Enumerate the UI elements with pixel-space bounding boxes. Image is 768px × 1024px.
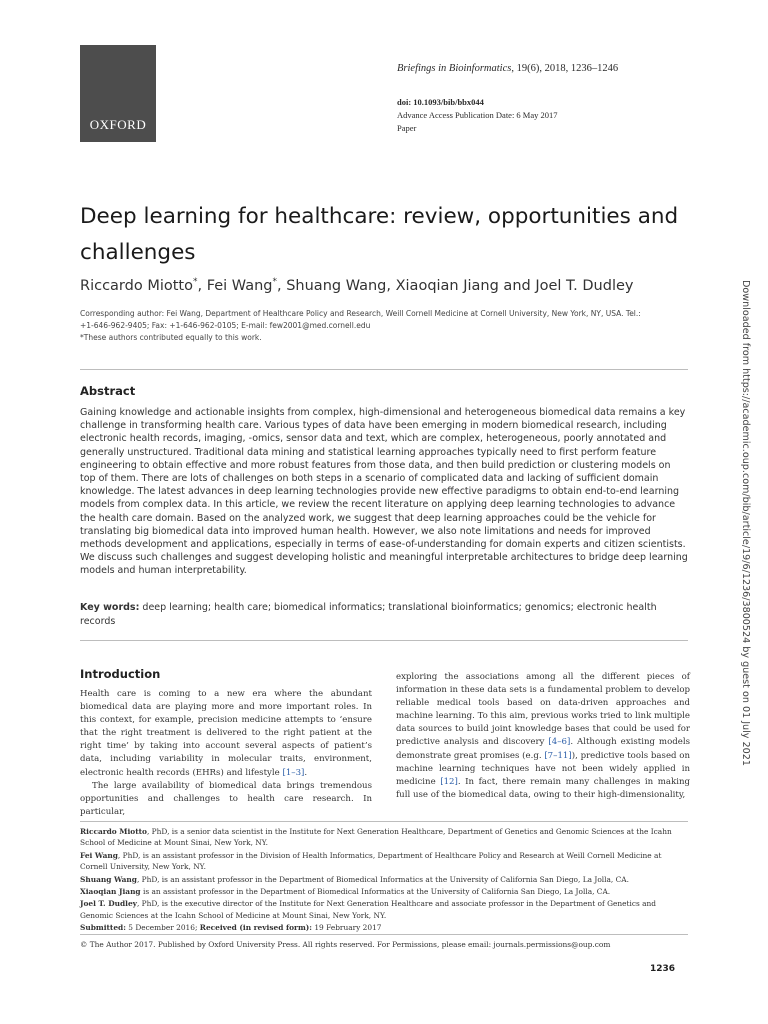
logo-text: OXFORD — [89, 117, 147, 132]
paragraph — [396, 671, 690, 802]
paragraph-text: ), predictive tools based on machine learning techniques have not been widely applied in medicine — [396, 750, 690, 787]
author-separator: , — [277, 277, 287, 294]
submission-dates — [80, 922, 690, 933]
article-meta — [397, 96, 558, 135]
copyright-notice: © The Author 2017. Published by Oxford University Press. All rights reserved. For Permissions, please email: journals.permissions@oup.com — [80, 940, 611, 949]
divider — [80, 640, 688, 641]
citation-link[interactable]: [1–3] — [282, 767, 305, 778]
bio-text: , PhD, is an assistant professor in the Division of Health Informatics, Department of Healthcare Policy and Research at Weill Cornell Medicine at Cornell University, New York, NY. — [80, 850, 662, 872]
bio-name: Joel T. Dudley — [80, 899, 137, 909]
equal-contribution-mark: * — [272, 277, 277, 287]
paragraph-text: . — [304, 767, 308, 778]
advance-access-date: Advance Access Publication Date: 6 May 2017 — [397, 110, 558, 120]
abstract-heading: Abstract — [80, 384, 136, 398]
bio-name: Xiaoqian Jiang — [80, 887, 141, 897]
correspondence-line: +1-646-962-9405; Fax: +1-646-962-0105; E-mail: few2001@med.cornell.edu — [80, 321, 371, 330]
paragraph-text: . In fact, there remain many challenges in making full use of the biomedical data, owing to their high-dimensionality, — [396, 776, 690, 800]
paragraph: The large availability of biomedical data brings tremendous opportunities and challenges to health care research. In particular, — [80, 780, 372, 817]
bio-text: , PhD, is a senior data scientist in the Institute for Next Generation Healthcare, Department of Genetics and Genomic Sciences at the Icahn School of Medicine at Mount Sinai, New York, NY. — [80, 827, 672, 848]
download-watermark-text[interactable]: Downloaded from https://academic.oup.com/bib/article/19/6/1236/3800524 by guest on 01 July 2021 — [740, 280, 751, 766]
equal-contribution-mark: * — [192, 277, 198, 287]
divider — [80, 821, 688, 822]
author-bio — [80, 850, 690, 873]
submitted-date: 5 December 2016; — [125, 923, 200, 933]
bio-name: Fei Wang — [80, 850, 118, 860]
citation-link[interactable]: [4–6] — [548, 737, 571, 748]
bio-name: Shuang Wang — [80, 874, 137, 884]
author-bio — [80, 826, 690, 849]
journal-name: Briefings in Bioinformatics — [397, 63, 512, 74]
divider — [80, 369, 688, 370]
received-date: 19 February 2017 — [312, 923, 382, 933]
oxford-logo — [80, 45, 156, 142]
page-number: 1236 — [650, 964, 676, 974]
author-bio — [80, 886, 690, 897]
journal-details: , 19(6), 2018, 1236–1246 — [511, 63, 619, 74]
journal-citation — [397, 63, 618, 74]
introduction-heading: Introduction — [80, 667, 161, 681]
bio-text: , PhD, is the executive director of the Institute for Next Generation Healthcare and associate professor in the Department of Genetics and Genomic Sciences at the Icahn School of Medicine at Mount Sinai, New York, NY. — [80, 899, 656, 920]
equal-contribution-note: *These authors contributed equally to this work. — [80, 333, 262, 342]
keywords-list: deep learning; health care; biomedical informatics; translational bioinformatics; genomics; electronic health records — [80, 602, 657, 627]
intro-right-column — [396, 671, 690, 802]
author-bio — [80, 874, 690, 885]
submitted-label: Submitted: — [80, 923, 126, 933]
author-bios — [80, 826, 690, 935]
article-type: Paper — [397, 123, 417, 133]
citation-link[interactable]: [12] — [440, 776, 458, 787]
keywords-label: Key words: — [80, 602, 140, 613]
paragraph-text: . Although existing models demonstrate great promises (e.g. — [396, 737, 690, 761]
author-bio — [80, 898, 690, 921]
divider — [80, 934, 688, 935]
download-watermark — [735, 280, 755, 766]
author-name: Fei Wang — [206, 277, 273, 294]
abstract-text: Gaining knowledge and actionable insights from complex, high-dimensional and heterogeneous biomedical data remains a key challenge in transforming health care. Various types of data have been emerging in modern biomedical research, including electronic health records, imaging, -omics, sensor data and text, which are complex, heterogeneous, poorly annotated and generally unstructured. Traditional data mining and statistical learning approaches typically need to first perform feature engineering to obtain effective and more robust features from those data, and then build prediction or clustering models on top of them. There are lots of challenges on both steps in a scenario of complicated data and lacking of sufficient domain knowledge. The latest advances in deep learning technologies provide new effective paradigms to obtain end-to-end learning models from complex data. In this article, we review the recent literature on applying deep learning technologies to advance the health care domain. Based on the analyzed work, we suggest that deep learning approaches could be the vehicle for translating big biomedical data into improved human health. However, we also note limitations and needs for improved methods development and applications, especially in terms of ease-of-understanding for domain experts and citizen scientists. We discuss such challenges and suggest developing holistic and meaningful interpretable architectures to bridge deep learning models and human interpretability. — [80, 407, 688, 577]
bio-name: Riccardo Miotto — [80, 827, 147, 836]
paragraph-text: exploring the associations among all the different pieces of information in these data sets is a fundamental problem to develop reliable medical tools based on data-driven approaches and machine learning. To this aim, previous works tried to link multiple data sources to build joint knowledge bases that could be used for predictive analysis and discovery — [396, 672, 690, 748]
doi[interactable]: doi: 10.1093/bib/bbx044 — [397, 97, 484, 107]
author-separator: , — [197, 277, 207, 294]
correspondence-note — [80, 308, 720, 344]
correspondence-line: Corresponding author: Fei Wang, Department of Healthcare Policy and Research, Weill Cornell Medicine at Cornell University, New York, NY, USA. Tel.: — [80, 309, 641, 318]
author-name: Riccardo Miotto — [80, 277, 193, 294]
paragraph — [80, 688, 372, 780]
bio-text: is an assistant professor in the Department of Biomedical Informatics at the University of California San Diego, La Jolla, CA. — [140, 887, 611, 897]
author-list — [80, 277, 633, 294]
author-names: Shuang Wang, Xiaoqian Jiang and Joel T. Dudley — [286, 277, 634, 294]
paper-title: Deep learning for healthcare: review, opportunities and challenges — [80, 204, 679, 265]
keywords — [80, 601, 688, 629]
citation-link[interactable]: [7–11] — [544, 750, 572, 761]
paragraph-text: Health care is coming to a new era where the abundant biomedical data are playing more and more important roles. In this context, for example, precision medicine attempts to ‘ensure that the right treatment is delivered to the right patient at the right time’ by taking into account several aspects of patient’s data, including variability in molecular traits, environment, electronic health records (EHRs) and lifestyle — [80, 689, 372, 778]
intro-left-column — [80, 688, 372, 819]
received-label: Received (in revised form): — [199, 923, 312, 933]
bio-text: , PhD, is an assistant professor in the Department of Biomedical Informatics at the University of California San Diego, La Jolla, CA. — [136, 874, 629, 884]
